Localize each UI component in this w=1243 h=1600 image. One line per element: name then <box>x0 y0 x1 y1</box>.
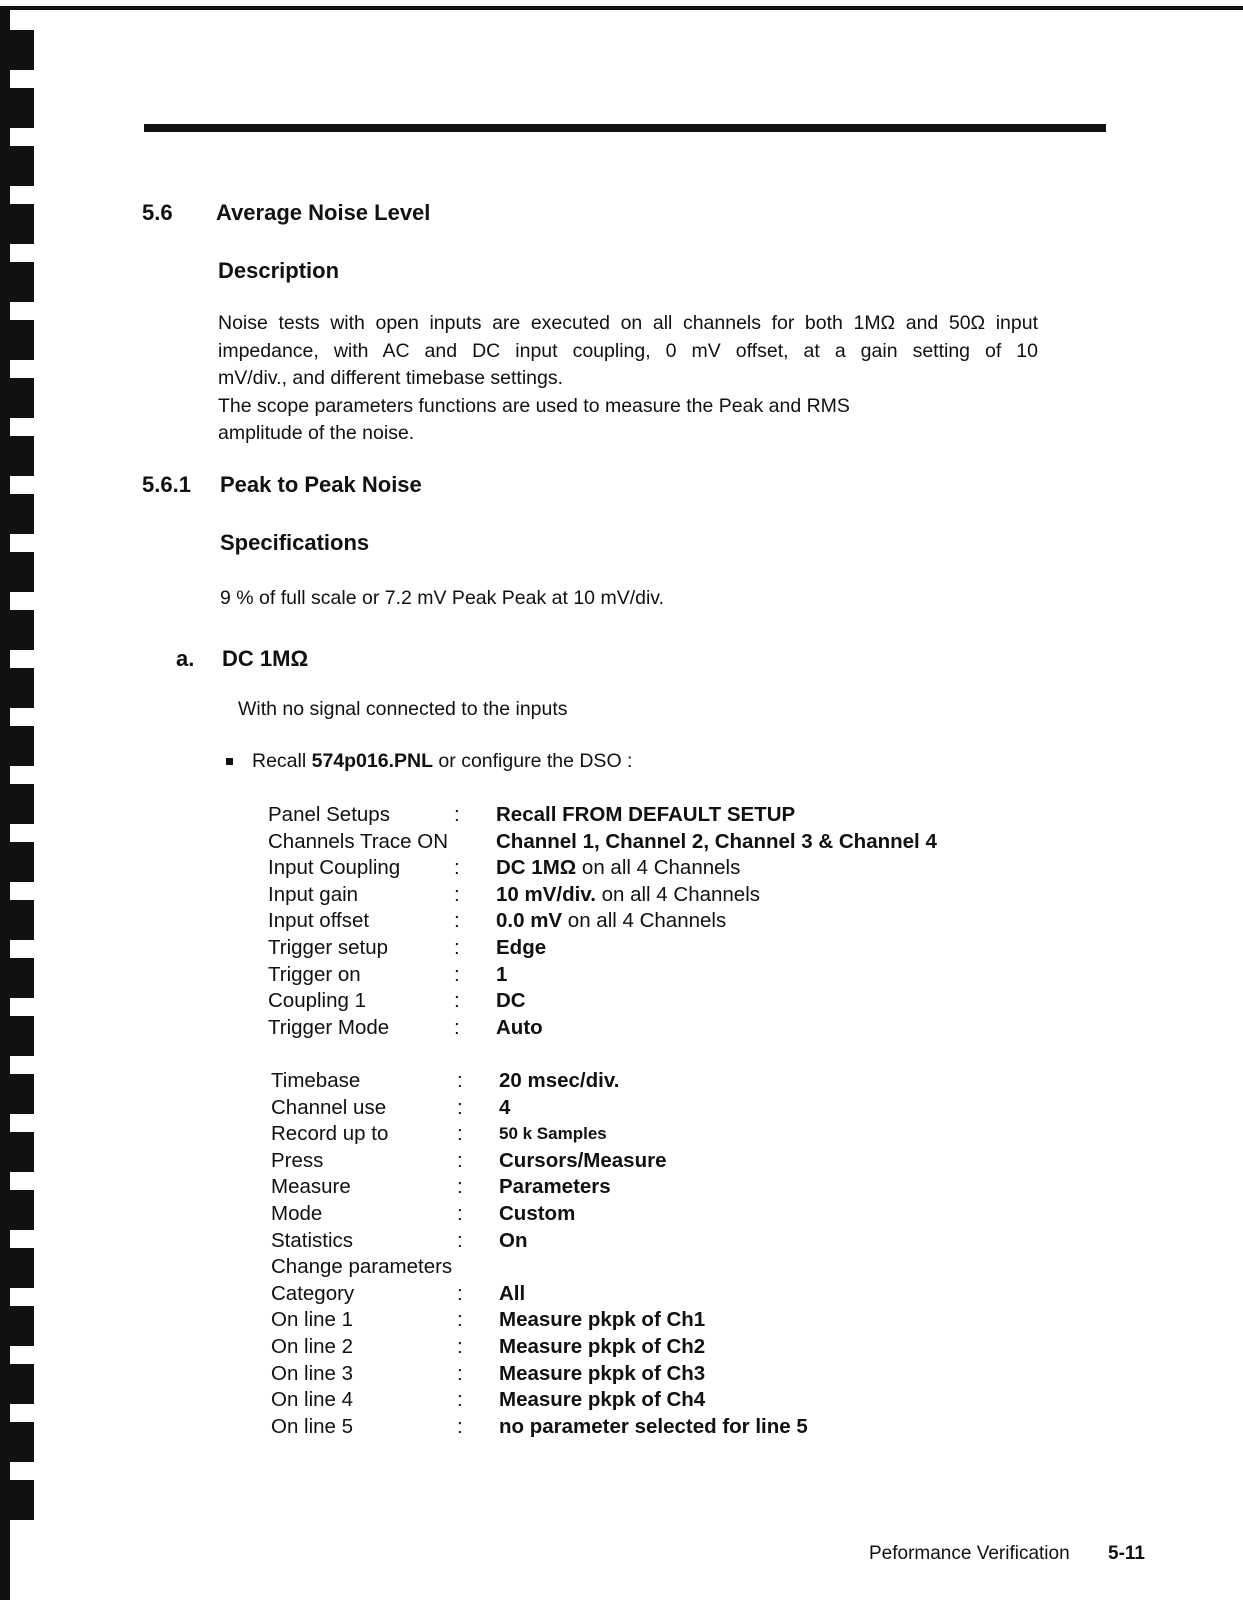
step-title: DC 1MΩ <box>222 646 309 671</box>
setting-row <box>271 1095 1031 1122</box>
setting-value <box>496 935 546 962</box>
setting-row <box>271 1121 1031 1148</box>
description-line: Noise tests with open inputs are executed on all channels for both 1MΩ and 50Ω input <box>218 312 1038 334</box>
setting-colon: : <box>457 1175 463 1199</box>
setting-colon: : <box>454 962 460 986</box>
setting-value: Parameters <box>499 1175 611 1199</box>
binding-mark <box>10 30 34 70</box>
setting-value <box>496 908 726 935</box>
setting-row <box>268 935 1028 962</box>
setting-value: Measure pkpk of Ch2 <box>499 1334 706 1358</box>
specifications-heading: Specifications <box>220 530 370 555</box>
section-number: 5.6 <box>142 200 173 225</box>
setting-value: All <box>499 1281 526 1305</box>
footer-title: Peformance Verification <box>869 1543 1070 1564</box>
setting-value-normal: on all 4 Channels <box>576 856 741 880</box>
description-line: impedance, with AC and DC input coupling, 0 mV offset, at a gain setting of 10 <box>218 339 1038 362</box>
recall-prefix: Recall <box>252 750 312 772</box>
setting-colon: : <box>457 1414 463 1438</box>
setting-colon: : <box>454 1015 460 1039</box>
setting-row <box>271 1201 1031 1228</box>
setting-row <box>271 1068 1031 1095</box>
binding-mark <box>10 1422 34 1462</box>
setting-label: On line 1 <box>271 1308 354 1332</box>
binding-mark <box>10 1016 34 1056</box>
setting-value-bold: Auto <box>496 1015 543 1039</box>
binding-mark <box>10 552 34 592</box>
setting-value-bold: Channel 1, Channel 2, Channel 3 & Channel 4 <box>496 829 937 853</box>
binding-mark <box>10 1480 34 1520</box>
setting-row <box>271 1307 1031 1334</box>
setting-value: Measure pkpk of Ch4 <box>499 1388 706 1412</box>
setting-value <box>496 962 507 989</box>
setting-value: On <box>499 1228 528 1252</box>
setting-colon: : <box>457 1228 463 1252</box>
setting-colon: : <box>457 1069 463 1092</box>
setting-label: On line 3 <box>271 1361 354 1385</box>
setting-colon: : <box>457 1201 463 1225</box>
setting-colon: : <box>454 989 460 1013</box>
setting-value: Measure pkpk of Ch3 <box>499 1361 706 1385</box>
setting-value: 4 <box>499 1095 511 1119</box>
setting-label: Input Coupling <box>268 856 401 880</box>
setting-row <box>268 802 1028 829</box>
setting-colon: : <box>454 909 460 933</box>
binding-mark <box>10 204 34 244</box>
setting-value-bold: Edge <box>496 935 547 959</box>
binding-mark <box>10 88 34 128</box>
setting-label: Mode <box>271 1201 323 1225</box>
step-intro: With no signal connected to the inputs <box>238 698 568 720</box>
setting-value <box>496 802 795 829</box>
setting-label: Measure <box>271 1175 351 1199</box>
setting-value <box>496 829 937 856</box>
setting-label: Channels Trace ON <box>268 829 449 853</box>
setting-colon: : <box>454 856 460 880</box>
setting-value: no parameter selected for line 5 <box>499 1414 808 1438</box>
setting-value-normal: on all 4 Channels <box>562 909 727 933</box>
setting-row <box>268 829 1028 856</box>
bullet-icon <box>226 758 233 765</box>
setting-value-bold: 10 mV/div. <box>496 882 596 906</box>
setting-label: Trigger setup <box>268 935 389 959</box>
binding-mark <box>10 494 34 534</box>
setting-label: On line 5 <box>271 1414 354 1438</box>
setting-colon: : <box>457 1334 463 1358</box>
setting-row <box>271 1254 1031 1281</box>
setting-label: Channel use <box>271 1095 387 1119</box>
setting-colon: : <box>457 1308 463 1332</box>
binding-mark <box>10 1074 34 1114</box>
setting-row <box>271 1281 1031 1308</box>
setting-value: Cursors/Measure <box>499 1148 667 1172</box>
step-label: a. <box>176 646 195 671</box>
setting-label: Input gain <box>268 882 359 906</box>
setting-colon: : <box>454 935 460 959</box>
setting-value-normal: on all 4 Channels <box>595 882 761 906</box>
binding-mark <box>10 726 34 766</box>
setting-label: Input offset <box>268 909 370 933</box>
setting-row <box>271 1334 1031 1361</box>
binding-mark <box>10 958 34 998</box>
setting-row <box>268 988 1028 1015</box>
recall-instruction <box>252 750 632 773</box>
recall-filename: 574p016.PNL <box>311 750 434 772</box>
setting-value <box>496 988 526 1015</box>
setting-colon: : <box>457 1095 463 1119</box>
subsection-title: Peak to Peak Noise <box>220 472 422 497</box>
setting-value-bold: DC <box>496 989 526 1013</box>
description-line: The scope parameters functions are used to measure the Peak and RMS <box>218 394 850 417</box>
setting-row <box>268 855 1028 882</box>
setting-value: Measure pkpk of Ch1 <box>499 1308 706 1332</box>
setting-value: 20 msec/div. <box>499 1069 620 1092</box>
setting-colon: : <box>457 1148 463 1172</box>
setting-row <box>271 1414 1031 1441</box>
setting-row <box>268 882 1028 909</box>
binding-mark <box>10 262 34 302</box>
setting-row <box>271 1148 1031 1175</box>
binding-mark <box>10 320 34 360</box>
setting-label: On line 2 <box>271 1334 354 1358</box>
setting-label: On line 4 <box>271 1388 354 1412</box>
binding-mark <box>10 1248 34 1288</box>
setting-label: Trigger Mode <box>268 1015 390 1039</box>
setting-label: Panel Setups <box>268 803 390 826</box>
binding-mark <box>10 842 34 882</box>
page-number: 5-11 <box>1108 1543 1145 1564</box>
setting-colon: : <box>457 1388 463 1412</box>
setting-row <box>271 1228 1031 1255</box>
setting-label: Statistics <box>271 1228 354 1252</box>
binding-mark <box>10 1306 34 1346</box>
setting-value <box>496 1015 543 1042</box>
settings-group-measure <box>271 1068 1031 1440</box>
setting-row <box>268 908 1028 935</box>
description-line: amplitude of the noise. <box>218 422 415 444</box>
setting-row <box>271 1361 1031 1388</box>
setting-value: Custom <box>499 1201 576 1225</box>
setting-row <box>271 1174 1031 1201</box>
setting-label: Category <box>271 1281 355 1305</box>
settings-group-panel <box>268 802 1028 1041</box>
binding-mark <box>10 436 34 476</box>
setting-label: Record up to <box>271 1122 389 1146</box>
left-binding-edge <box>0 6 10 1600</box>
setting-value: 50 k Samples <box>499 1124 607 1144</box>
specification-text: 9 % of full scale or 7.2 mV Peak Peak at 10 mV/div. <box>220 587 665 609</box>
header-rule <box>144 124 1106 132</box>
setting-colon: : <box>454 803 460 826</box>
setting-value-bold: Recall FROM DEFAULT SETUP <box>496 803 796 826</box>
setting-value-bold: 0.0 mV <box>496 909 563 933</box>
setting-value <box>496 855 740 882</box>
binding-mark <box>10 900 34 940</box>
recall-suffix: or configure the DSO : <box>433 750 633 772</box>
binding-mark <box>10 668 34 708</box>
top-border <box>0 6 1243 10</box>
binding-mark <box>10 610 34 650</box>
binding-mark <box>10 1190 34 1230</box>
description-paragraph <box>218 310 1038 448</box>
section-title: Average Noise Level <box>216 200 431 225</box>
binding-mark <box>10 378 34 418</box>
setting-label: Press <box>271 1148 324 1172</box>
setting-label: Timebase <box>271 1069 361 1092</box>
binding-mark <box>10 1132 34 1172</box>
setting-colon: : <box>454 882 460 906</box>
setting-colon: : <box>457 1281 463 1305</box>
setting-label: Trigger on <box>268 962 361 986</box>
setting-label: Coupling 1 <box>268 989 367 1013</box>
setting-row <box>268 962 1028 989</box>
binding-mark <box>10 1364 34 1404</box>
setting-colon: : <box>457 1361 463 1385</box>
setting-row <box>271 1387 1031 1414</box>
setting-row <box>268 1015 1028 1042</box>
subsection-number: 5.6.1 <box>142 472 191 497</box>
setting-label: Change parameters <box>271 1255 453 1279</box>
setting-value-bold: DC 1MΩ <box>496 856 577 880</box>
binding-mark <box>10 146 34 186</box>
description-heading: Description <box>218 258 340 283</box>
binding-mark <box>10 784 34 824</box>
description-line: mV/div., and different timebase settings. <box>218 367 564 389</box>
setting-colon: : <box>457 1122 463 1146</box>
setting-value <box>496 882 760 909</box>
setting-value-bold: 1 <box>496 962 508 986</box>
